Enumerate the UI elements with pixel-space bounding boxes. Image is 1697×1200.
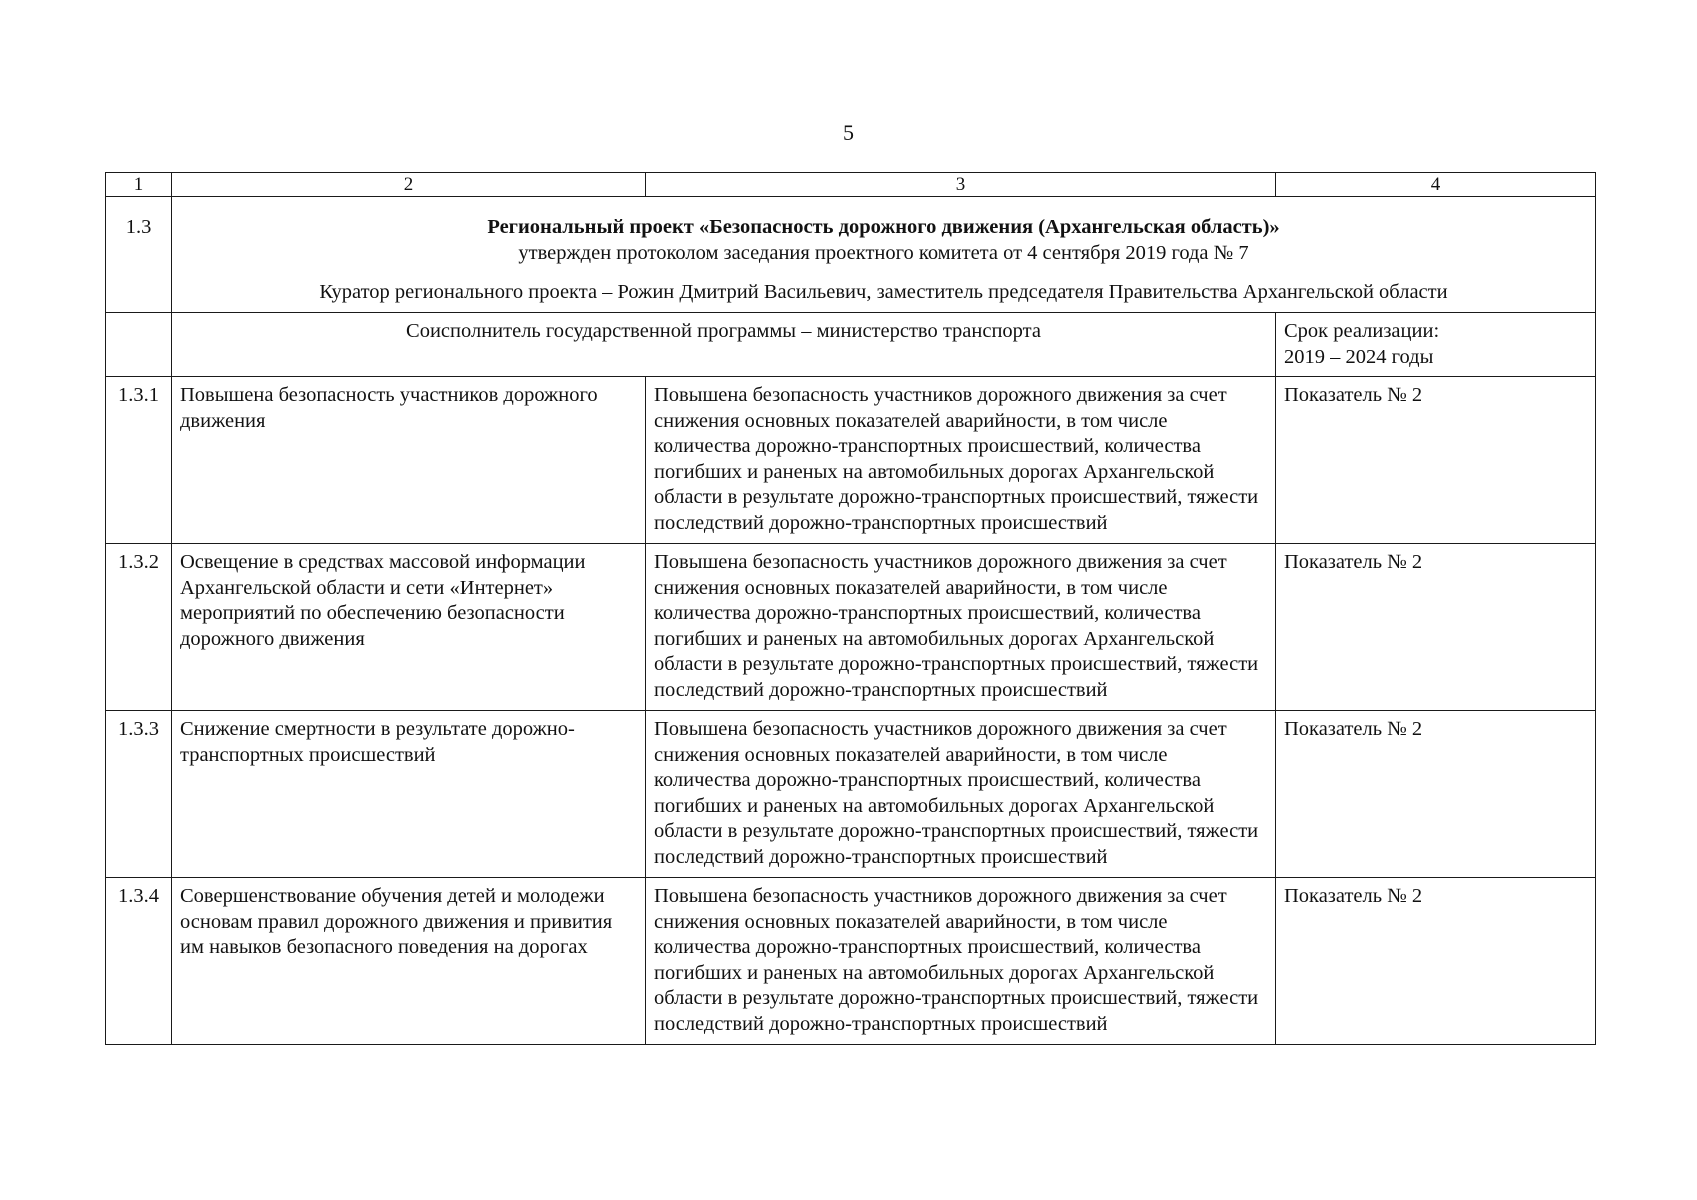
- column-number: 2: [172, 173, 646, 197]
- result-cell: Повышена безопасность участников дорожного движения за счет снижения основных показателей аварийности, в том числе количества дорожно-транспортных происшествий, количества погибших и раненых на автомобильных дорогах Архангельской области в результате дорожно-транспортных происшествий, тяжести последствий дорожно-транспортных происшествий: [646, 544, 1276, 711]
- result-cell: Повышена безопасность участников дорожного движения за счет снижения основных показателей аварийности, в том числе количества дорожно-транспортных происшествий, количества погибших и раненых на автомобильных дорогах Архангельской области в результате дорожно-транспортных происшествий, тяжести последствий дорожно-транспортных происшествий: [646, 711, 1276, 878]
- coexecutor-text: Соисполнитель государственной программы – министерство транспорта: [172, 313, 1276, 377]
- column-number: 3: [646, 173, 1276, 197]
- task-cell: Повышена безопасность участников дорожного движения: [172, 377, 646, 544]
- task-cell: Освещение в средствах массовой информации Архангельской области и сети «Интернет» мероприятий по обеспечению безопасности дорожного движения: [172, 544, 646, 711]
- indicator-cell: Показатель № 2: [1276, 377, 1596, 544]
- task-cell: Снижение смертности в результате дорожно-транспортных происшествий: [172, 711, 646, 878]
- table-row: [106, 878, 1596, 1045]
- row-number: 1.3.3: [106, 711, 172, 878]
- row-number: 1.3.1: [106, 377, 172, 544]
- task-cell: Совершенствование обучения детей и молодежи основам правил дорожного движения и привития им навыков безопасного поведения на дорогах: [172, 878, 646, 1045]
- project-approval: утвержден протоколом заседания проектного комитета от 4 сентября 2019 года № 7: [518, 241, 1249, 264]
- project-number: 1.3: [106, 197, 172, 313]
- program-table: [105, 172, 1596, 1045]
- table-row: [106, 711, 1596, 878]
- result-cell: Повышена безопасность участников дорожного движения за счет снижения основных показателей аварийности, в том числе количества дорожно-транспортных происшествий, количества погибших и раненых на автомобильных дорогах Архангельской области в результате дорожно-транспортных происшествий, тяжести последствий дорожно-транспортных происшествий: [646, 878, 1276, 1045]
- table-row: [106, 377, 1596, 544]
- term-cell: [1276, 313, 1596, 377]
- result-cell: Повышена безопасность участников дорожного движения за счет снижения основных показателей аварийности, в том числе количества дорожно-транспортных происшествий, количества погибших и раненых на автомобильных дорогах Архангельской области в результате дорожно-транспортных происшествий, тяжести последствий дорожно-транспортных происшествий: [646, 377, 1276, 544]
- indicator-cell: Показатель № 2: [1276, 544, 1596, 711]
- empty-cell: [106, 313, 172, 377]
- page-number: 5: [843, 120, 854, 145]
- term-label: Срок реализации:: [1284, 320, 1440, 342]
- row-number: 1.3.2: [106, 544, 172, 711]
- column-number: 4: [1276, 173, 1596, 197]
- project-title: Региональный проект «Безопасность дорожного движения (Архангельская область)»: [487, 216, 1280, 238]
- row-number: 1.3.4: [106, 878, 172, 1045]
- indicator-cell: Показатель № 2: [1276, 711, 1596, 878]
- indicator-cell: Показатель № 2: [1276, 878, 1596, 1045]
- project-curator: Куратор регионального проекта – Рожин Дмитрий Васильевич, заместитель председателя Правительства Архангельской области: [319, 281, 1448, 303]
- project-description-cell: [172, 197, 1596, 313]
- project-header-row: [106, 197, 1596, 313]
- column-number: 1: [106, 173, 172, 197]
- column-number-row: [106, 173, 1596, 197]
- coexecutor-row: [106, 313, 1596, 377]
- table-row: [106, 544, 1596, 711]
- term-value: 2019 – 2024 годы: [1284, 345, 1434, 368]
